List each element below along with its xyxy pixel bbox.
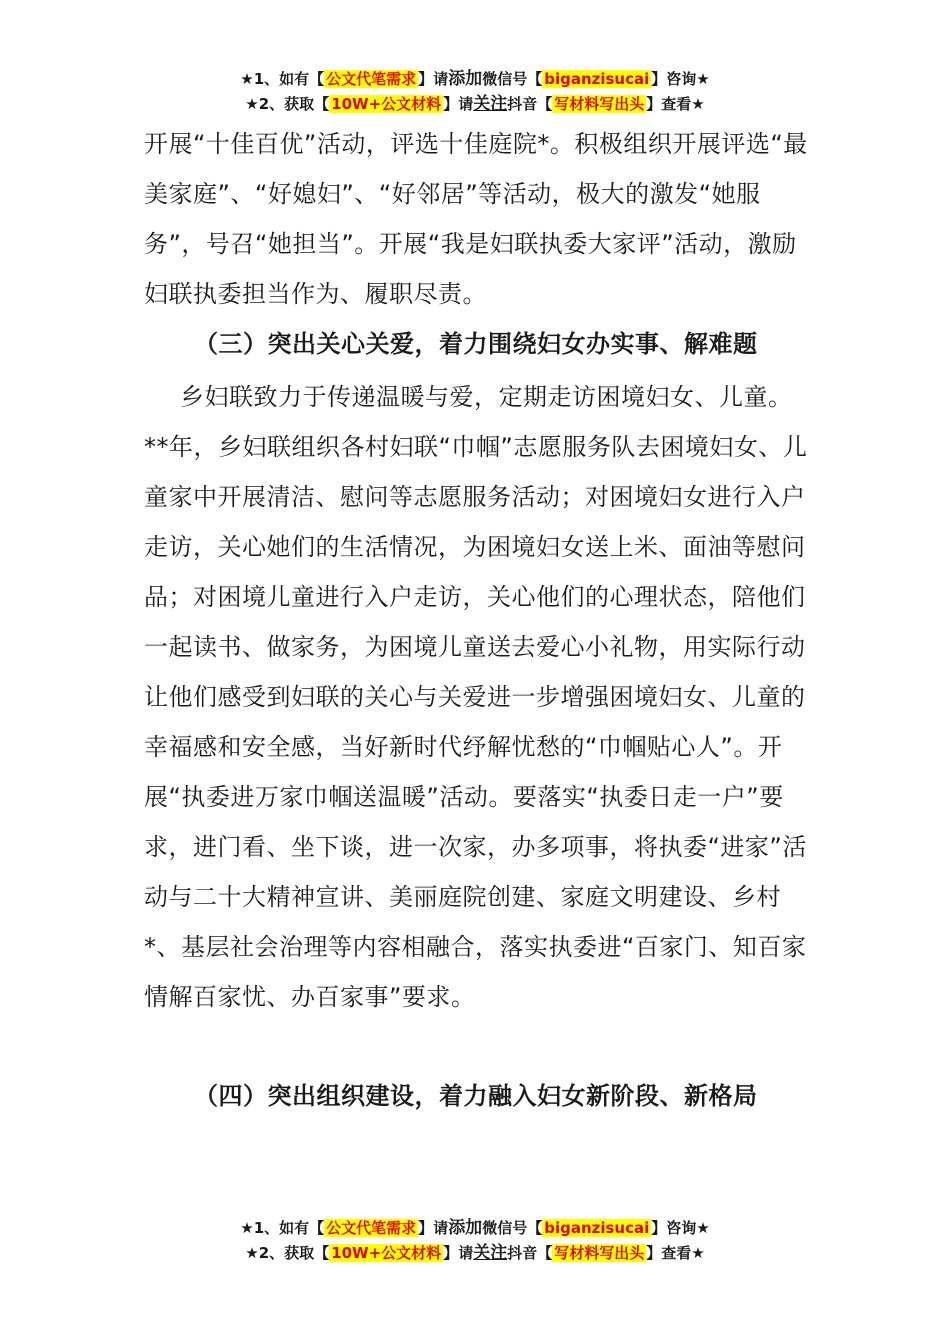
banner-highlight: 10W+公文材料 <box>331 1244 442 1262</box>
paragraph-2 <box>144 372 812 1022</box>
banner-line-1 <box>0 67 950 92</box>
banner-text: 抖音【 <box>507 1244 553 1262</box>
banner-text: 】查看★ <box>646 1244 705 1262</box>
banner-line-2 <box>0 92 950 117</box>
banner-text: 抖音【 <box>507 95 553 113</box>
banner-text: 】查看★ <box>646 95 705 113</box>
banner-text: 】请 <box>418 1219 449 1237</box>
banner-text: ★2、获取【 <box>245 95 330 113</box>
banner-text: 】咨询★ <box>651 1219 710 1237</box>
banner-wechat-id: biganzisucai <box>544 70 650 88</box>
banner-text: ★2、获取【 <box>245 1244 330 1262</box>
banner-highlight: 写材料写出头 <box>554 95 645 113</box>
banner-text: 】请 <box>443 95 474 113</box>
banner-text: 】请 <box>418 70 449 88</box>
paragraph-text: 乡妇联致力于传递温暖与爱，定期走访困境妇女、儿童。**年，乡妇联组织各村妇联“巾帼”志愿服务队去困境妇女、儿童家中开展清洁、慰问等志愿服务活动；对困境妇女进行入户走访，关心她们的生活情况，为困境妇女送上米、面油等慰问品；对困境儿童进行入户走访，关心他们的心理状态，陪他们一起读书、做家务，为困境儿童送去爱心小礼物，用实际行动让他们感受到妇联的关心与关爱进一步增强困境妇女、儿童的幸福感和安全感，当好新时代纾解忧愁的“巾帼贴心人”。开展“执委进万家巾帼送温暖”活动。要落实“执委日走一户”要求，进门看、坐下谈，进一次家，办多项事，将执委“进家”活动与二十大精神宣讲、美丽庭院创建、家庭文明建设、乡村*、基层社会治理等内容相融合，落实执委进“百家门、知百家情解百家忧、办百家事”要求。 <box>144 383 808 1011</box>
banner-wechat-id: biganzisucai <box>544 1219 650 1237</box>
banner-emphasis: 关注 <box>473 94 508 114</box>
section-heading-4: （四）突出组织建设，着力融入妇女新阶段、新格局 <box>194 1082 758 1110</box>
banner-text: ★1、如有【 <box>240 1219 325 1237</box>
banner-emphasis: 添加 <box>448 1218 483 1238</box>
banner-highlight: 公文代笔需求 <box>326 70 417 88</box>
paragraph-1 <box>144 119 812 319</box>
paragraph-text: 开展“十佳百优”活动，评选十佳庭院*。积极组织开展评选“最美家庭”、“好媳妇”、“好邻居”等活动，极大的激发“她服务”，号召“她担当”。开展“我是妇联执委大家评”活动，激励妇联执委担当作为、履职尽责。 <box>144 130 808 308</box>
bottom-banner <box>0 1216 950 1266</box>
banner-text: ★1、如有【 <box>240 70 325 88</box>
banner-highlight: 公文代笔需求 <box>326 1219 417 1237</box>
top-banner <box>0 67 950 117</box>
banner-highlight: 10W+公文材料 <box>331 95 442 113</box>
banner-text: 】请 <box>443 1244 474 1262</box>
banner-line-2 <box>0 1241 950 1266</box>
banner-text: 微信号【 <box>482 1219 543 1237</box>
banner-emphasis: 关注 <box>473 1243 508 1263</box>
banner-highlight: 写材料写出头 <box>554 1244 645 1262</box>
banner-text: 微信号【 <box>482 70 543 88</box>
banner-line-1 <box>0 1216 950 1241</box>
section-heading-3: （三）突出关心关爱，着力围绕妇女办实事、解难题 <box>194 330 758 358</box>
banner-emphasis: 添加 <box>448 69 483 89</box>
banner-text: 】咨询★ <box>651 70 710 88</box>
